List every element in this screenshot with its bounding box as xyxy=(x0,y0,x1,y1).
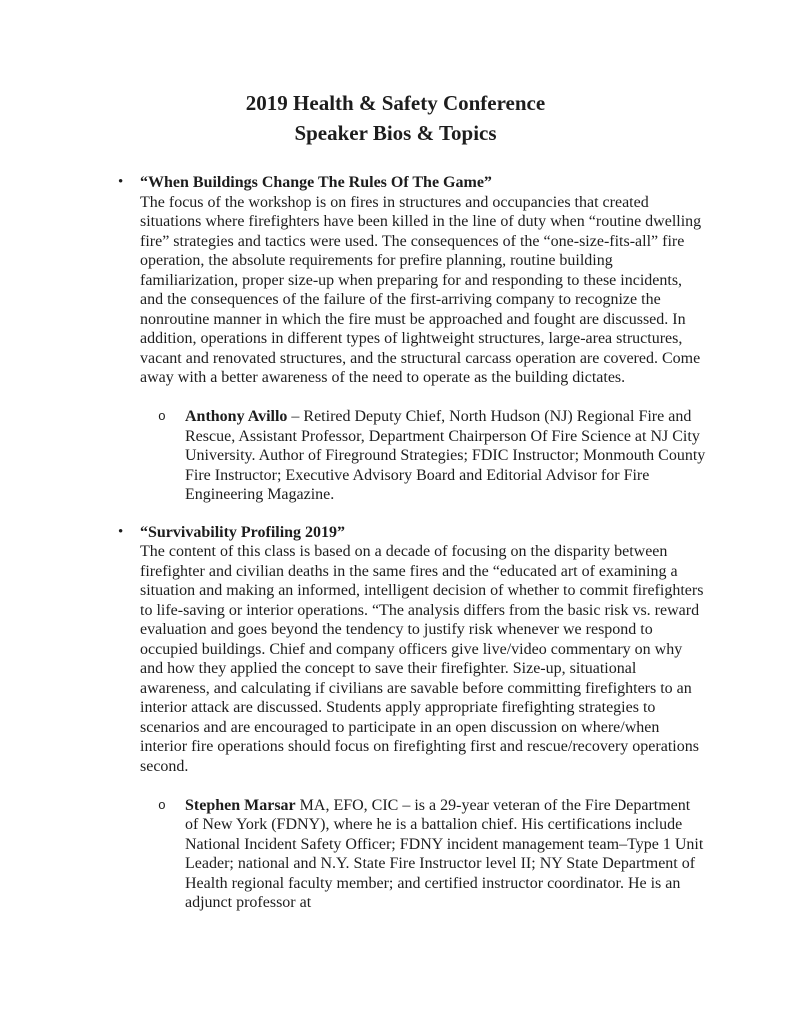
speaker-bio: – Retired Deputy Chief, North Hudson (NJ) Regional Fire and Rescue, Assistant Professor, Department Chairperson Of Fire Science at NJ City University. Author of Fireground Strategies; FDIC Instructor; Monmouth County Fire Instructor; Executive Advisory Board and Editorial Advisor for Fire Engineering Magazine. xyxy=(185,408,706,503)
document-title-line1: 2019 Health & Safety Conference xyxy=(245,91,546,115)
speaker-row xyxy=(140,796,707,913)
bullet-icon: • xyxy=(118,523,124,540)
document-body xyxy=(0,173,707,913)
document-title xyxy=(0,0,791,148)
topic-body xyxy=(140,523,707,913)
topic-heading: “Survivability Profiling 2019” xyxy=(140,523,346,541)
bullet-icon: • xyxy=(118,174,124,190)
speaker-entry xyxy=(185,407,707,505)
topic-description: The content of this class is based on a decade of focusing on the disparity between firefighter and civilian deaths in the same fires and the “educated art of examining a situation and making an informed, intelligent decision of whether to commit firefighters to life-saving or interior operations. “The analysis differs from the basic risk vs. reward evaluation and goes beyond the tendency to justify risk whenever we respond to occupied buildings. Chief and company officers give live/video commentary on why and how they applied the concept to save their firefighter. Size-up, situational awareness, and calculating if civilians are savable before committing firefighters to an interior attack are discussed. Students apply appropriate firefighting strategies to scenarios and are encouraged to participate in an open discussion on where/when interior fire operations should focus on firefighting first and rescue/recovery operations second. xyxy=(140,543,704,775)
topic-heading: “When Buildings Change The Rules Of The Game” xyxy=(140,174,492,191)
topic-section-survivability-profiling xyxy=(118,523,707,913)
speaker-entry xyxy=(185,796,707,913)
topic-body xyxy=(140,173,707,505)
sub-bullet-icon: o xyxy=(158,409,166,424)
topic-section-when-buildings-change xyxy=(118,173,707,505)
speaker-row xyxy=(140,407,707,505)
topic-row xyxy=(118,173,707,505)
topic-row xyxy=(118,523,707,913)
document-title-line2: Speaker Bios & Topics xyxy=(294,121,497,145)
topic-description: The focus of the workshop is on fires in structures and occupancies that created situations where firefighters have been killed in the line of duty when “routine dwelling fire” strategies and tactics were used. The consequences of the “one-size-fits-all” fire operation, the absolute requirements for prefire planning, routine building familiarization, proper size-up when preparing for and responding to these incidents, and the consequences of the failure of the first-arriving company to recognize the nonroutine manner in which the fire must be approached and fought are discussed. In addition, operations in different types of lightweight structures, large-area structures, vacant and renovated structures, and the structural carcass operation are covered. Come away with a better awareness of the need to operate as the building dictates. xyxy=(140,193,702,386)
speaker-name: Stephen Marsar xyxy=(185,796,296,814)
sub-bullet-icon: o xyxy=(158,797,166,813)
speaker-name: Anthony Avillo xyxy=(185,408,288,425)
speaker-bio: MA, EFO, CIC – is a 29-year veteran of the Fire Department of New York (FDNY), where he is a battalion chief. His certifications include National Incident Safety Officer; FDNY incident management team–Type 1 Unit Leader; national and N.Y. State Fire Instructor level II; NY State Department of Health regional faculty member; and certified instructor coordinator. He is an adjunct professor at xyxy=(185,796,704,911)
